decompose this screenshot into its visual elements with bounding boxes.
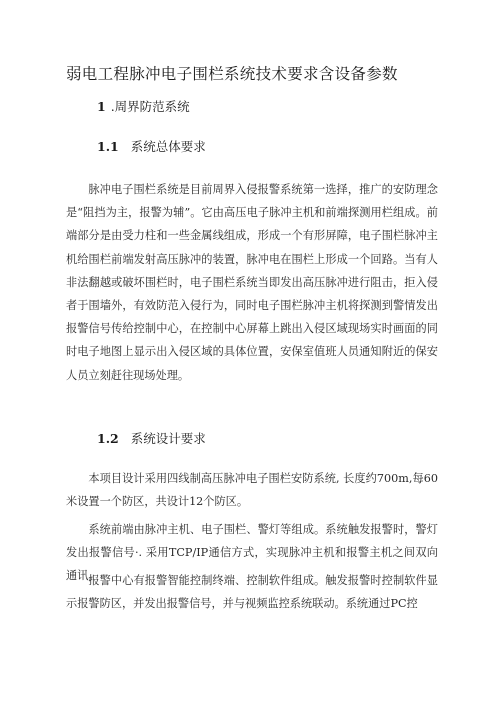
section-1-title: .周界防范系统 xyxy=(110,99,190,114)
section-1-number: 1 xyxy=(97,99,106,114)
section-1-2-paragraph-2: 系统前端由脉冲主机、电子围栏、警灯等组成。系统触发报警时，警灯发出报警信号·. 采用TCP/IP通信方式，实现脉冲主机和报警主机之间双向通讯。 xyxy=(66,523,438,583)
section-1-1-title: 系统总体要求 xyxy=(130,139,206,154)
document-title: 弱电工程脉冲电子围栏系统技术要求含设备参数 xyxy=(66,65,398,83)
section-1-2-paragraph-3: 报警中心有报警智能控制终端、控制软件组成。触发报警时控制软件显示报警防区，并发出报警信号，并与视频监控系统联动。系统通过PC控 xyxy=(66,574,438,611)
section-1-heading xyxy=(97,97,190,115)
section-1-1-paragraph: 脉冲电子围栏系统是目前周界入侵报警系统第一选择，推广的安防理念是“阻挡为主，报警为辅”。它由高压电子脉冲主机和前端探测用栏组成。前端部分是由受力柱和一些金属线组成，形成一个有形屏障，电子围栏脉冲主机给围栏前端发射高压脉冲的装置，脉冲电在围栏上形成一个回路。当有人非法翻越或破坏围栏时，电子围栏系统当即发出高压脉冲进行阻击，拒入侵者于围墙外，有效防范入侵行为，同时电子围栏脉冲主机将探测到警情发出报警信号传给控制中心，在控制中心屏幕上跳出入侵区域现场实时画面的同时电子地图上显示出入侵区域的具体位置，安保室值班人员通知附近的保安人员立刻赶往现场处理。 xyxy=(66,183,438,382)
section-1-1-heading xyxy=(97,137,206,155)
section-1-2-title: 系统设计要求 xyxy=(130,431,206,446)
section-1-2-number: 1.2 xyxy=(97,431,119,446)
section-1-2-heading xyxy=(97,429,206,447)
section-1-1-number: 1.1 xyxy=(97,139,119,154)
section-1-2-paragraph-1: 本项目设计采用四线制高压脉冲电子围栏安防系统, 长度约700m,每60米设置一个防区，共设计12个防区。 xyxy=(66,472,438,509)
